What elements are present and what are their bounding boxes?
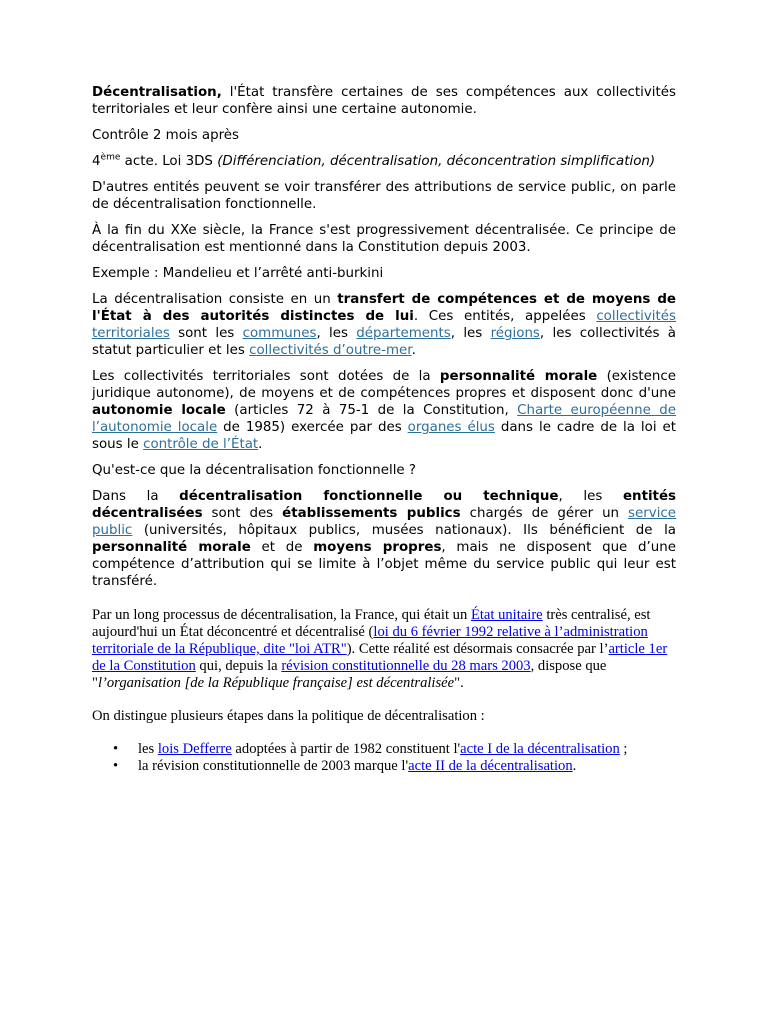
paragraph-etapes: On distingue plusieurs étapes dans la politique de décentralisation :	[92, 708, 485, 724]
bold-moyens-propres: moyens propres	[313, 540, 442, 555]
text-run: .	[258, 437, 263, 452]
text-run: les	[138, 741, 158, 757]
text-run: qui, depuis la	[195, 658, 282, 674]
link-controle-etat[interactable]: contrôle de l’État	[143, 437, 259, 452]
paragraph-autres-entites: D'autres entités peuvent se voir transférer des attributions de service public, on parle de décentralisation fonctionnelle.	[92, 180, 676, 212]
link-acte-ii[interactable]: acte II de la décentralisation	[408, 758, 573, 774]
paragraph-transfert	[92, 291, 676, 359]
bold-personnalite-morale: personnalité morale	[439, 369, 598, 384]
text-run: , les	[558, 489, 623, 504]
link-etat-unitaire[interactable]: État unitaire	[470, 607, 543, 623]
text-run: sont des	[202, 506, 283, 521]
pasted-article-section	[92, 607, 676, 775]
bold-etablissements-publics: établissements publics	[282, 506, 461, 521]
link-acte-i[interactable]: acte I de la décentralisation	[460, 741, 620, 757]
link-service-public[interactable]: service public	[92, 506, 677, 538]
text-run: la révision constitutionnelle de 2003 marque l'	[138, 758, 409, 774]
text-run: très centralisé, est aujourd'hui un État déconcentré et décentralisé (	[92, 607, 651, 640]
text-run: .	[411, 343, 416, 358]
term-decentralisation: Décentralisation,	[92, 85, 222, 100]
text-run: (existence juridique autonome), de moyens et de compétences propres et disposent donc d'une	[92, 369, 676, 401]
link-collectivites-outre-mer[interactable]: collectivités d’outre-mer	[249, 343, 412, 358]
text-run: adoptées à partir de 1982 constituent l'	[231, 741, 461, 757]
quote-organisation: l’organisation [de la République française] est décentralisée	[97, 675, 455, 691]
text-run: (articles 72 à 75-1 de la Constitution,	[225, 403, 518, 418]
list-item	[113, 741, 676, 758]
link-organes-elus[interactable]: organes élus	[407, 420, 495, 435]
link-communes[interactable]: communes	[242, 326, 317, 341]
loi-italic-detail: (Différenciation, décentralisation, déconcentration simplification)	[217, 154, 656, 169]
notes-section	[92, 84, 676, 590]
list-item	[113, 758, 676, 775]
text-run: La décentralisation consiste en un	[92, 292, 338, 307]
bold-entites-decentralisees: entités décentralisées	[92, 489, 677, 521]
text-run: sont les	[169, 326, 243, 341]
text-run: Par un long processus de décentralisation, la France, qui était un	[92, 607, 471, 623]
link-departements[interactable]: départements	[356, 326, 451, 341]
text-run: de 1985) exercée par des	[217, 420, 408, 435]
bold-transfert: transfert de compétences et de moyens de l'État à des autorités distinctes de lui	[92, 292, 676, 324]
text-run: , les collectivités à statut particulier et les	[92, 326, 676, 358]
text-run: . Ces entités, appelées	[413, 309, 597, 324]
paragraph-processus	[92, 607, 676, 692]
bullet-icon: •	[113, 741, 119, 757]
text-run: ".	[454, 675, 464, 691]
text-run: ;	[619, 741, 628, 757]
acte-number: 4	[92, 154, 101, 169]
paragraph-fonctionnelle	[92, 488, 676, 590]
text-run: et de	[250, 540, 314, 555]
text-run: .	[572, 758, 577, 774]
bullet-icon: •	[113, 758, 119, 774]
link-collectivites-territoriales[interactable]: collectivités territoriales	[92, 309, 676, 341]
text-run: , les	[316, 326, 357, 341]
paragraph-exemple: Exemple : Mandelieu et l’arrêté anti-burkini	[92, 266, 384, 281]
text-run: ). Cette réalité est désormais consacrée par l’	[346, 641, 609, 657]
text-run: , les	[450, 326, 491, 341]
paragraph-personnalite-morale	[92, 368, 676, 453]
paragraph-definition	[92, 84, 676, 118]
loi-text: acte. Loi 3DS	[120, 154, 218, 169]
text-run: , mais ne disposent que d’une compétence d’attribution qui se limite à l’objet même du service public qui leur est transféré.	[92, 540, 676, 589]
text-run: , dispose que "	[92, 658, 607, 691]
ordinal-superscript: ème	[100, 152, 121, 163]
text-run: (universités, hôpitaux publics, musées nationaux). Ils bénéficient de la	[132, 523, 676, 538]
link-revision-2003[interactable]: révision constitutionnelle du 28 mars 2003	[281, 658, 531, 674]
bold-autonomie-locale: autonomie locale	[92, 403, 226, 418]
text-run: dans le cadre de la loi et sous le	[92, 420, 676, 452]
etapes-list	[92, 741, 676, 775]
bold-personnalite-morale-2: personnalité morale	[92, 540, 251, 555]
link-loi-atr[interactable]: loi du 6 février 1992 relative à l’administration territoriale de la République, dite "loi ATR"	[92, 624, 648, 657]
link-lois-defferre[interactable]: lois Defferre	[157, 741, 232, 757]
definition-text: l'État transfère certaines de ses compétences aux collectivités territoriales et leur confère ainsi une certaine autonomie.	[92, 85, 676, 117]
document-body	[92, 84, 676, 775]
link-regions[interactable]: régions	[490, 326, 540, 341]
bold-decentralisation-fonctionnelle: décentralisation fonctionnelle ou technique	[179, 489, 559, 504]
text-run: Dans la	[92, 489, 180, 504]
paragraph-loi-3ds	[92, 153, 676, 170]
link-charte-europeenne[interactable]: Charte européenne de l’autonomie locale	[92, 403, 677, 435]
link-article-1er[interactable]: article 1er de la Constitution	[92, 641, 668, 674]
paragraph-fin-xxe: À la fin du XXe siècle, la France s'est progressivement décentralisée. Ce principe de décentralisation est mentionné dans la Constitution depuis 2003.	[92, 223, 676, 255]
text-run: chargés de gérer un	[460, 506, 629, 521]
paragraph-controle: Contrôle 2 mois après	[92, 128, 239, 143]
text-run: Les collectivités territoriales sont dotées de la	[92, 369, 440, 384]
paragraph-question: Qu'est-ce que la décentralisation fonctionnelle ?	[92, 463, 417, 478]
